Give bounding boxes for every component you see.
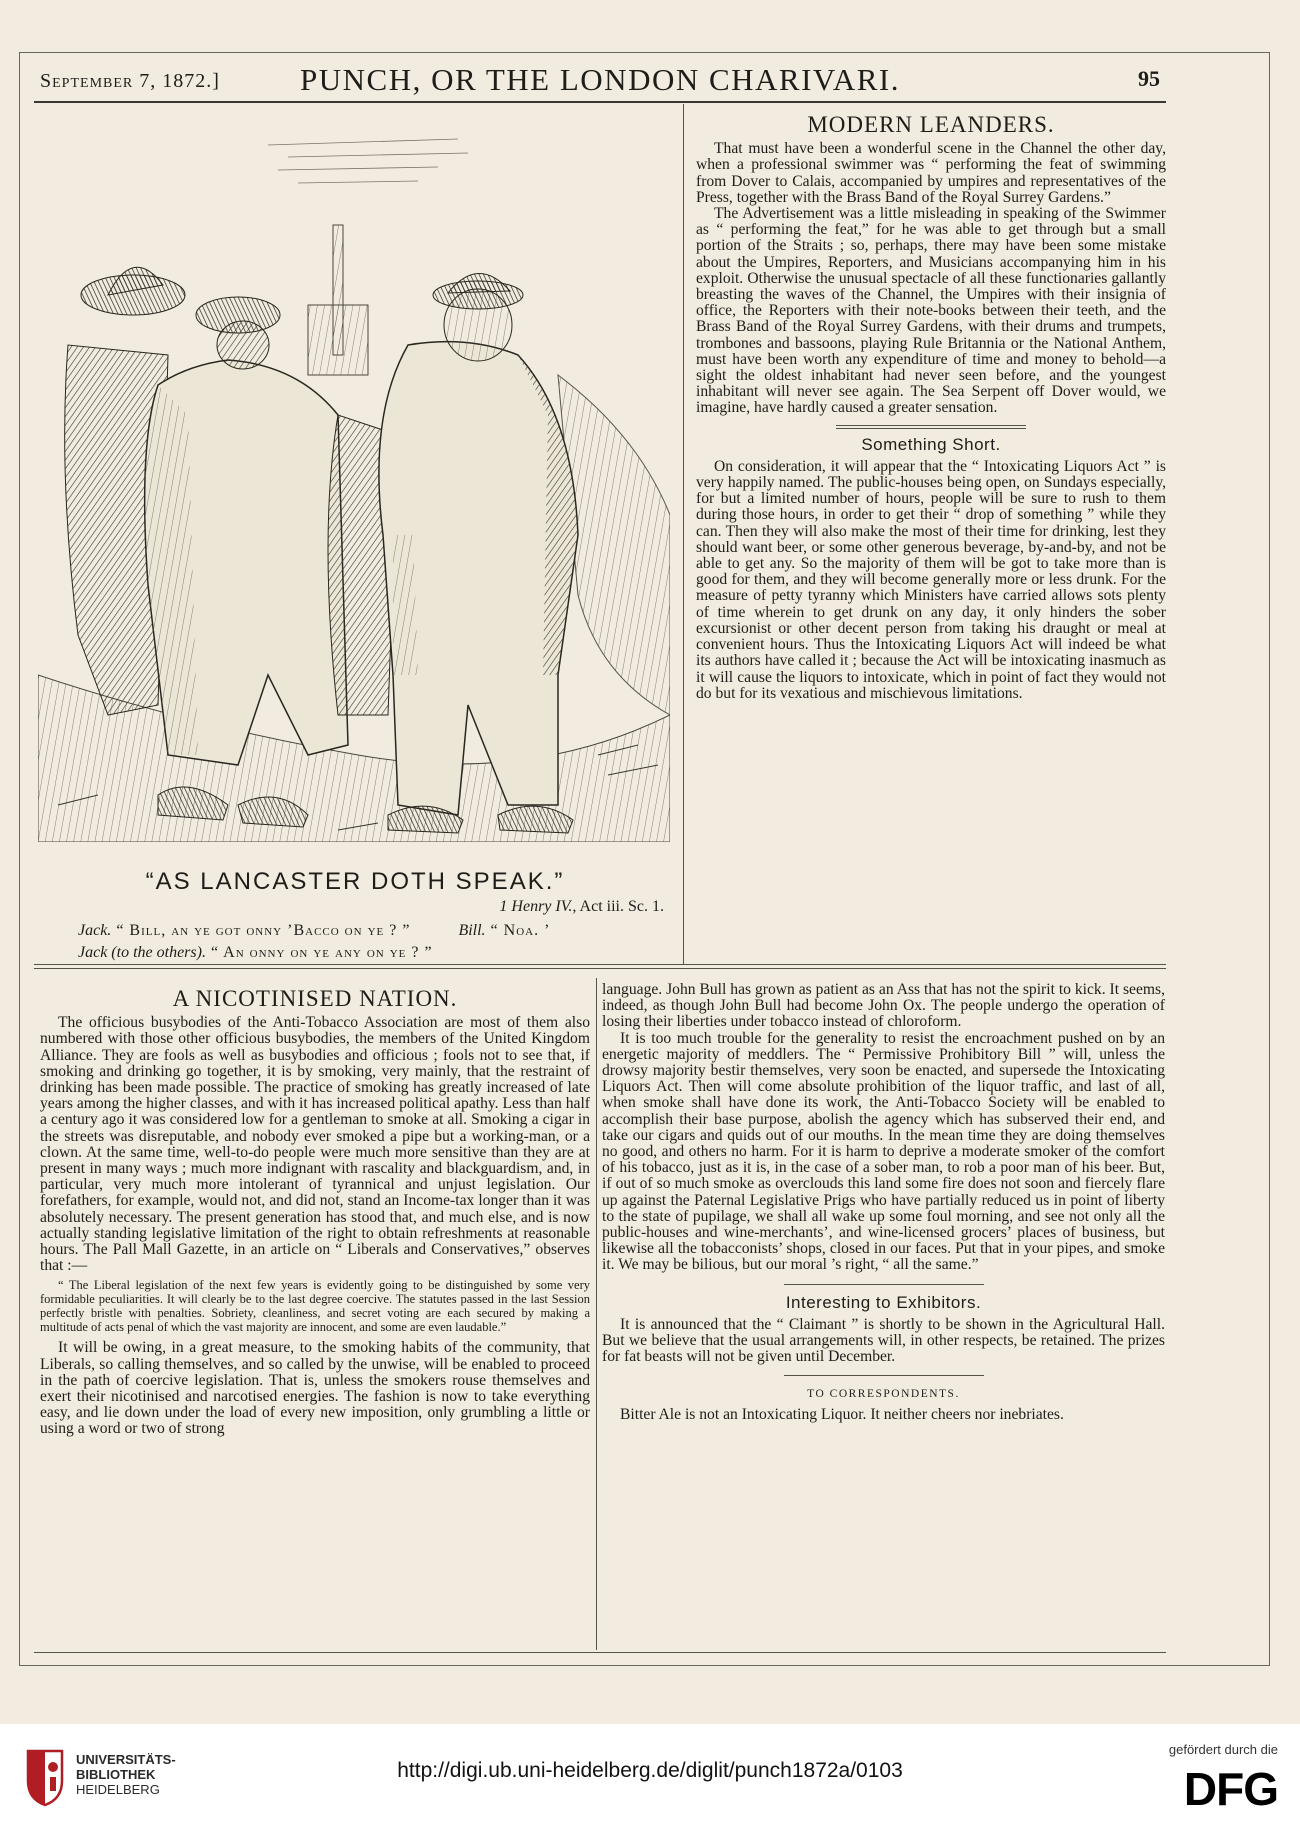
dfg-logo: DFG [1183, 1763, 1278, 1815]
digitization-footer [0, 1724, 1300, 1823]
article-subheading: Something Short. [861, 434, 1001, 454]
section-rule-2 [34, 968, 1166, 969]
cartoon-dialogue-line-1 [78, 922, 668, 940]
cartoon-caption-source [40, 898, 664, 916]
article-paragraph: On consideration, it will appear that the “ Intoxicating Liquors Act ” is very happily named. The public-houses being open, on Sundays especially, for but a limited number of hours, people will be sure to rush to them during those hours, in order to get their “ drop of something ” while they can. Then they will also make the most of their time for drinking, lest they should want beer, or some other generous beverage, by-and-by, and not be able to get any. So the majority of them will be got to take more than is good for them, and they will become generally more or less drunk. For the measure of petty tyranny which Ministers have carried allows sots plenty of time wherein to get drunk on any day, it only hinders the sober excursionist or other decent person from taking his draught or meal at convenient hours. Thus the Intoxicating Liquors Act will indeed be what its authors have called it ; because the Act will be intoxicating inasmuch as it will cause the liquors to intoxicate, which in point of fact they would not do but for its vexatious and mischievous limitations. [696, 457, 1166, 702]
speaker-jack-others: Jack (to the others). [78, 944, 206, 961]
speaker-jack: Jack. [78, 922, 112, 939]
source-url-link[interactable]: http://digi.ub.uni-heidelberg.de/diglit/punch1872a/0103 [397, 1759, 903, 1782]
page-header [40, 62, 1160, 98]
article-continuation [602, 982, 1165, 1423]
issue-date: September 7, 1872.] [40, 70, 220, 92]
section-rule [34, 964, 1166, 965]
article-paragraph: Bitter Ale is not an Intoxicating Liquor. It neither cheers nor inebriates. [620, 1405, 1064, 1423]
cartoon-dialogue-line-2 [78, 944, 668, 962]
correspondents-heading: TO CORRESPONDENTS. [807, 1388, 960, 1401]
bottom-rule [34, 1652, 1166, 1653]
header-rule [34, 101, 1166, 103]
source-work: 1 Henry IV., [499, 898, 577, 915]
funding-note: gefördert durch die [1168, 1742, 1278, 1757]
university-library-name: UNIVERSITÄTS- BIBLIOTHEK HEIDELBERG [76, 1752, 176, 1797]
ornamental-rule [836, 425, 1026, 429]
article-paragraph: language. John Bull has grown as patient as an Ass that has not the spirit to kick. It seems, indeed, as though John Bull had become John Ox. The people undergo the operation of losing their liberties under tobacco instead of chloroform. [602, 981, 1165, 1031]
article-paragraph: It will be owing, in a great measure, to the smoking habits of the community, that Liberals, so calling themselves, and so called by the unwise, will be enabled to proceed in the path of coercive legislation. That is, unless the smokers rouse themselves and exert their nicotinised and narcotised energies. The fashion is now to take everything easy, and lie down under the load of every new imposition, only grumbling a little or using a word or two of strong [40, 1339, 590, 1438]
speech-bill: “ Noa. ’ [485, 922, 551, 939]
speech-jack-others: “ An onny on ye any on ye ? ” [205, 944, 433, 961]
article-paragraph: It is announced that the “ Claimant ” is shortly to be shown in the Agricultural Hall. But we believe that the usual arrangements will, in other respects, be retained. The prizes for fat beasts will not be given until December. [602, 1315, 1165, 1366]
section-divider [784, 1375, 984, 1376]
column-divider-bottom [596, 978, 597, 1650]
page-number: 95 [1138, 66, 1160, 91]
speech-jack: “ Bill, an ye got onny ’Bacco on ye ? ” [111, 922, 411, 939]
section-divider [784, 1284, 984, 1285]
article-modern-leanders [696, 112, 1166, 702]
cartoon-caption-title: “AS LANCASTER DOTH SPEAK.” [145, 868, 565, 895]
source-reference: Act iii. Sc. 1. [576, 898, 664, 915]
masthead-title: PUNCH, OR THE LONDON CHARIVARI. [300, 62, 900, 97]
article-paragraph: The Advertisement was a little misleading in speaking of the Swimmer as “ performing the feat,” for he was able to get through but a small portion of the Straits ; so, perhaps, there may have been some mistake about the Umpires, Reporters, and Musicians accompanying him in his exploit. Otherwise the unusual spectacle of all these functionaries gallantly breasting the waves of the Channel, the Umpires with their insignia of office, the Reporters with their note-books between their teeth, and the Brass Band of the Royal Surrey Gardens, with their drums and trumpets, trombones and bassoons, playing Rule Britannia or the National Anthem, must have been worth any expenditure of time and money to behold—a sight the oldest inhabitant had never seen before, and the youngest inhabitant will never see again. The Sea Serpent off Dover would, we imagine, have hardly caused a greater sensation. [696, 205, 1166, 417]
column-divider-top [683, 104, 684, 964]
article-paragraph: The officious busybodies of the Anti-Tobacco Association are most of them also numbered with those other officious busybodies, the members of the United Kingdom Alliance. They are fools as well as busybodies and officious ; fools not to see that, if smoking and drinking go together, it is by smoking, very mainly, that the restraint of drinking has been made possible. The practice of smoking has greatly increased of late years among the higher classes, and with it has increased political apathy. Less than half a century ago it was considered low for a gentleman to smoke at all. Smoking a cigar in the streets was disreputable, and nobody ever smoked a pipe but a working-man, or a clown. At the same time, well-to-do people were much more sensitive than they are at present in many ways ; much more indignant with rascality and blackguardism, and, in particular, very much more intolerant of tyrannical and unjust legislation. Our forefathers, for example, would not, and did not, stand an Income-tax longer than it was absolutely necessary. The present generation has stood that, and much else, and is now actually standing legislative limitation of the right to obtain refreshments at reasonable hours. The Pall Mall Gazette, in an article on “ Liberals and Conservatives,” observes that :— [40, 1014, 590, 1275]
article-quotation: “ The Liberal legislation of the next few years is evidently going to be distinguished by some very formidable peculiarities. It will clearly be to the last degree coercive. The statutes passed in the last Session perfectly bristle with penalties. Sobriety, cleanliness, and secret voting are each secured by making a multitude of acts penal of which the vast majority are innocent, and some are even laudable.” [40, 1278, 590, 1335]
article-subheading: Interesting to Exhibitors. [785, 1292, 982, 1312]
speaker-bill: Bill. [458, 922, 486, 939]
cartoon-illustration [38, 115, 670, 842]
article-nicotinised-nation [40, 986, 590, 1438]
engraving-drawing [38, 115, 670, 842]
article-paragraph: It is too much trouble for the generality to resist the encroachment pushed on by an energetic majority of meddlers. The “ Permissive Prohibitory Bill ” will, unless the drowsy majority bestir themselves, very soon be enacted, and supersede the Intoxicating Liquors Act. Then will come absolute prohibition of the liquor traffic, and last of all, when smoke shall have done its work, the Anti-Tobacco Society will be enabled to accomplish their base purpose, abolish the agency which has subserved their end, and take our cigars and quids out of our mouths. In the mean time they are doing themselves no good, and others no harm. For it is harm to deprive a moderate smoker of the comfort of his tobacco, just as it is, in the case of a sober man, to rob a poor man of his beer. But, if out of so much smoke as overclouds this land some fire does not soon and fiercely flare up against the Paternal Legislative Prigs who have partially reduced us in point of liberty to the state of pupilage, we shall all wake up some foul morning, and see not only all the public-houses and wine-merchants’, and wine-licensed grocers’ places of business, but likewise all the tobacconists’ shops, closed in our faces. Put that in your pipes, and smoke it. We may be bilious, but our moral ’s right, “ all the same.” [602, 1029, 1165, 1274]
article-heading: MODERN LEANDERS. [807, 112, 1055, 137]
article-paragraph: That must have been a wonderful scene in the Channel the other day, when a professional swimmer was “ performing the feat of swimming from Dover to Calais, accompanied by umpires and representatives of the Press, together with the Brass Band of the Royal Surrey Gardens.” [696, 140, 1166, 206]
article-heading: A NICOTINISED NATION. [172, 986, 458, 1011]
